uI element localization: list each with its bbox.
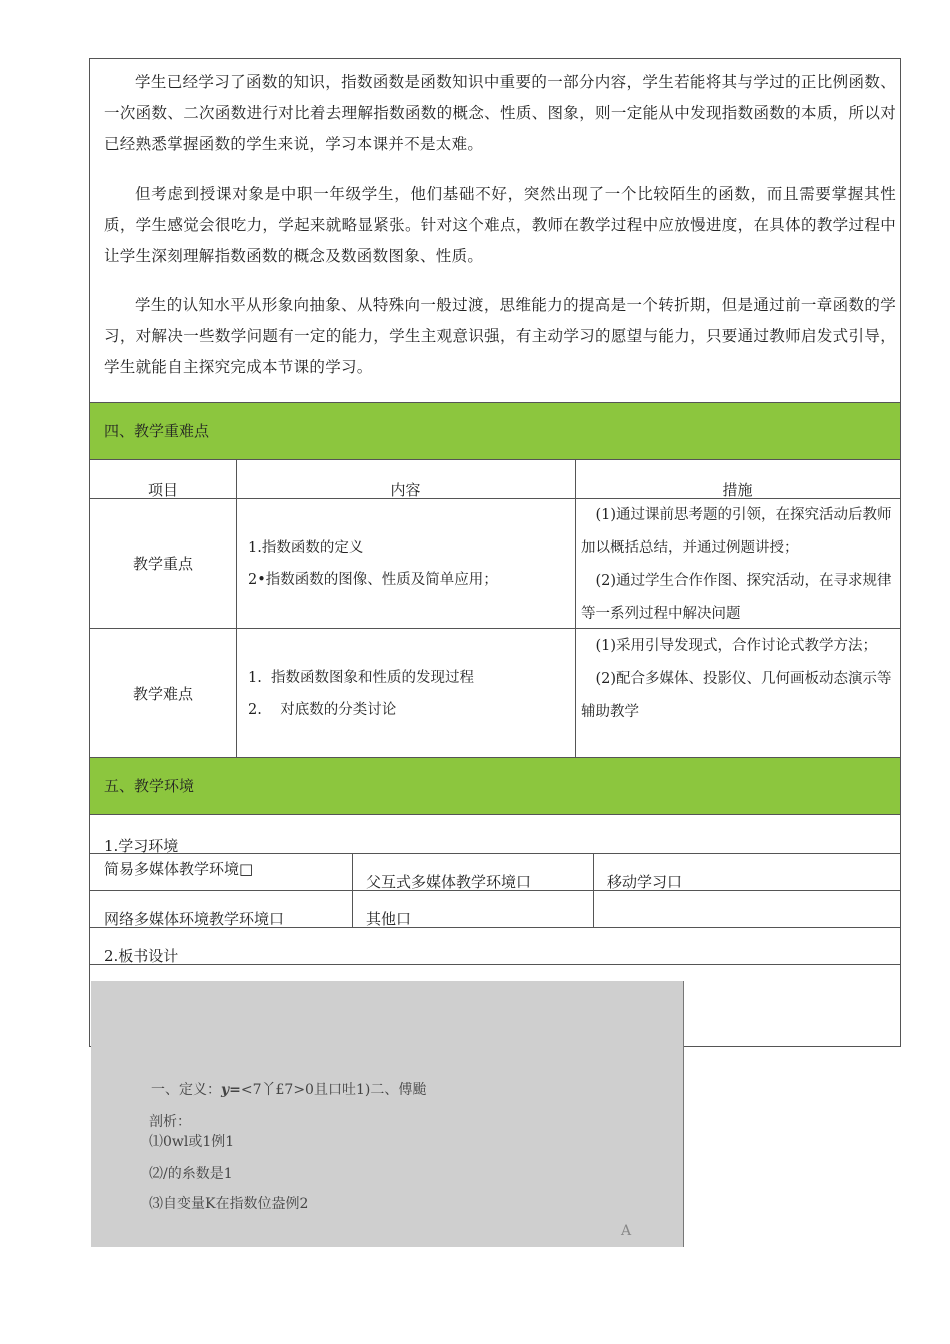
intro-paragraph-2: 但考虑到授课对象是中职一年级学生，他们基础不好，突然出现了一个比较陌生的函数，而且需要掌握其性质，学生感觉会很吃力，学起来就略显紧张。针对这个难点，教师在教学过程中应放慢进度，在具体的教学过程中让学生深刻理解指数函数的概念及数函数图象、性质。 <box>104 185 896 265</box>
board-mark: A <box>621 1223 632 1239</box>
section-4-header: 四、教学重难点 <box>90 402 900 460</box>
column-divider <box>593 853 594 927</box>
list-item: (1)采用引导发现式，合作讨论式教学方法； <box>595 638 878 654</box>
header-item: 项目 <box>147 481 178 499</box>
row-difficulty-content <box>248 662 568 726</box>
section-5-header: 五、教学环境 <box>90 757 900 815</box>
board-design-label: 2.板书设计 <box>104 947 179 965</box>
env-option-mobile-learning: 移动学习口 <box>607 873 683 891</box>
table-divider <box>90 853 900 854</box>
column-divider <box>575 460 576 757</box>
row-focus-content <box>248 532 568 596</box>
row-focus-label: 教学重点 <box>132 555 193 573</box>
header-measures: 措施 <box>722 481 753 499</box>
column-divider <box>352 853 353 927</box>
env-option-interactive-multimedia: 父互式多媒体教学环境口 <box>366 873 532 891</box>
env-option-network-multimedia: 网络多媒体环境教学环境口 <box>104 910 285 928</box>
lesson-plan-table <box>89 58 901 1239</box>
row-difficulty-label: 教学难点 <box>132 685 193 703</box>
table-divider <box>90 964 900 965</box>
learning-env-label: 1.学习环境 <box>104 837 179 855</box>
board-item-1: ⑴0wl或1例1 <box>149 1134 235 1150</box>
intro-paragraph-3: 学生的认知水平从形象向抽象、从特殊向一般过渡，思维能力的提高是一个转折期，但是通过前一章函数的学习，对解决一些数学问题有一定的能力，学生主观意识强，有主动学习的愿望与能力，只要通过教师启发式引导，学生就能自主探究完成本节课的学习。 <box>104 296 896 376</box>
list-item: 2. 对底数的分类讨论 <box>248 702 397 718</box>
list-item: (2)配合多媒体、投影仪、几何画板动态演示等辅助教学 <box>581 671 892 720</box>
column-divider <box>236 460 237 757</box>
board-definition: 一、定义：y=<7丫£7>0且口吐1)二、傅颱 <box>151 1082 427 1098</box>
board-analysis-label: 剖析： <box>149 1114 191 1130</box>
board-design-image <box>91 981 684 1247</box>
env-option-simple-multimedia: 简易多媒体教学环境□ <box>104 860 254 878</box>
list-item: 1.指数函数的定义 <box>248 540 364 556</box>
env-option-other: 其他口 <box>366 910 412 928</box>
board-item-2: ⑵/的糸数是1 <box>149 1166 233 1182</box>
board-item-3: ⑶自变量K在指数位盎例2 <box>149 1196 309 1212</box>
list-item: (1)通过课前思考题的引领，在探究活动后教师加以概括总结，并通过例题讲授； <box>581 507 892 556</box>
header-content: 内容 <box>390 481 421 499</box>
intro-paragraph-1: 学生已经学习了函数的知识，指数函数是函数知识中重要的一部分内容，学生若能将其与学过的正比例函数、一次函数、二次函数进行对比着去理解指数函数的概念、性质、图象，则一定能从中发现指数函数的本质，所以对已经熟悉掌握函数的学生来说，学习本课并不是太难。 <box>104 73 896 153</box>
row-difficulty-measures <box>581 630 897 729</box>
list-item: (2)通过学生合作作图、探究活动，在寻求规律等一系列过程中解决问题 <box>581 573 892 622</box>
list-item: 1. 指数函数图象和性质的发现过程 <box>248 670 475 686</box>
list-item: 2•指数函数的图像、性质及简单应用； <box>248 572 498 588</box>
row-focus-measures <box>581 499 897 631</box>
